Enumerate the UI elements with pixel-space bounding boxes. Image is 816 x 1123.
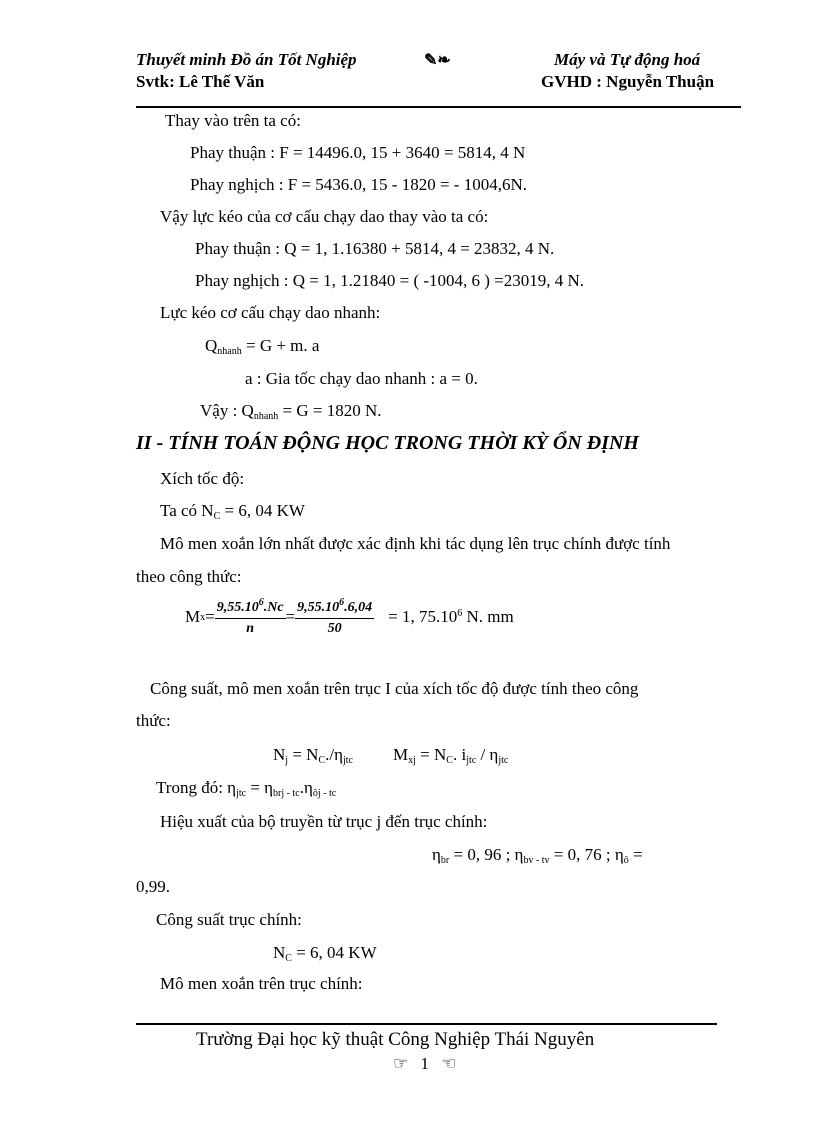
- header-advisor-name: GVHD : Nguyễn Thuận: [541, 72, 715, 91]
- formula-efficiencies: $\eta_{br} = 0$, 96 ; $\eta_{bv - tv} = 0$, 76 ; $\eta_ô$ =: [432, 845, 643, 866]
- page-number-row: [393, 1054, 457, 1074]
- formula-nj: $N_j = N_C./\eta_{jtc}$: [273, 745, 353, 766]
- text-line: Phay nghịch : Q = 1, 1.21840 = ( -1004, 6 ) =23019, 4 N.: [195, 271, 585, 290]
- header-department: Máy và Tự động hoá: [554, 50, 701, 69]
- text-line: Mô men xoắn lớn nhất được xác định khi tác dụng lên trục chính được tính: [160, 534, 671, 553]
- fraction-numeric: $\frac{9,55.10^6.6,04}{50}$: [297, 597, 373, 636]
- pointing-right-icon: ☞: [393, 1054, 409, 1073]
- text-line: Công suất, mô men xoắn trên trục I của xích tốc độ được tính theo công: [150, 679, 639, 698]
- text-line: Xích tốc độ:: [160, 469, 245, 488]
- fraction-general: $\frac{9,55.10^6.Nc}{n}$: [216, 597, 284, 636]
- formula-eta-jtc: Trong đó: $\eta_{jtc} = \eta_{brj - tc}.\eta_{ôj - tc}$: [156, 778, 337, 799]
- formula-nc: Ta có $N_C = 6$, 04 KW: [160, 501, 305, 522]
- footer-school-name: Trường Đại học kỹ thuật Công Nghiệp Thái Nguyên: [196, 1029, 595, 1050]
- text-line: Mô men xoắn trên trục chính:: [160, 974, 363, 993]
- header-rule: [136, 106, 741, 108]
- text-line: Lực kéo cơ cấu chạy dao nhanh:: [160, 303, 381, 322]
- text-line: 0,99.: [136, 877, 170, 896]
- text-line: a : Gia tốc chạy dao nhanh : a = 0.: [245, 369, 478, 388]
- text-line: Phay thuận : Q = 1, 1.16380 + 5814, 4 = 23832, 4 N.: [195, 239, 555, 258]
- text-line: theo công thức:: [136, 567, 242, 586]
- pointing-left-icon: ☜: [441, 1054, 457, 1073]
- text-line: Hiệu xuất của bộ truyền từ trục j đến trục chính:: [160, 812, 488, 831]
- text-line: Phay thuận : F = 14496.0, 15 + 3640 = 5814, 4 N: [190, 143, 526, 162]
- text-line: Công suất trục chính:: [156, 910, 302, 929]
- header-ornament-icon: ✎❧: [424, 52, 451, 69]
- section-heading: II - TÍNH TOÁN ĐỘNG HỌC TRONG THỜI KỲ ỔN ĐỊNH: [136, 432, 639, 454]
- text-line: Phay nghịch : F = 5436.0, 15 - 1820 = - 1004,6N.: [190, 175, 527, 194]
- formula-q-nhanh: $Q_{nhanh} = G + m$. a: [205, 336, 320, 357]
- formula-mx: M x = $\frac{9,55.10^6.Nc}{n}$ = $\frac{9,55.10^6.6,04}{50}$ = 1, 75.10$^6$ N. mm: [185, 597, 514, 636]
- footer-rule: [136, 1023, 717, 1025]
- header-student-name: Svtk: Lê Thế Văn: [136, 72, 265, 91]
- text-line: thức:: [136, 711, 171, 730]
- text-line: Thay vào trên ta có:: [165, 111, 301, 130]
- page-number: 1: [420, 1054, 429, 1073]
- text-line: Vậy lực kéo của cơ cấu chạy dao thay vào ta có:: [160, 207, 489, 226]
- formula-mxj: $M_{xj} = N_C$. $i_{jtc} / \eta_{jtc}$: [393, 745, 509, 766]
- formula-nc-main: $N_C = 6$, 04 KW: [273, 943, 377, 964]
- formula-q-result: Vậy : $Q_{nhanh} = G = 1820$ N.: [200, 401, 382, 422]
- header-document-title: Thuyết minh Đồ án Tốt Nghiệp: [136, 50, 357, 69]
